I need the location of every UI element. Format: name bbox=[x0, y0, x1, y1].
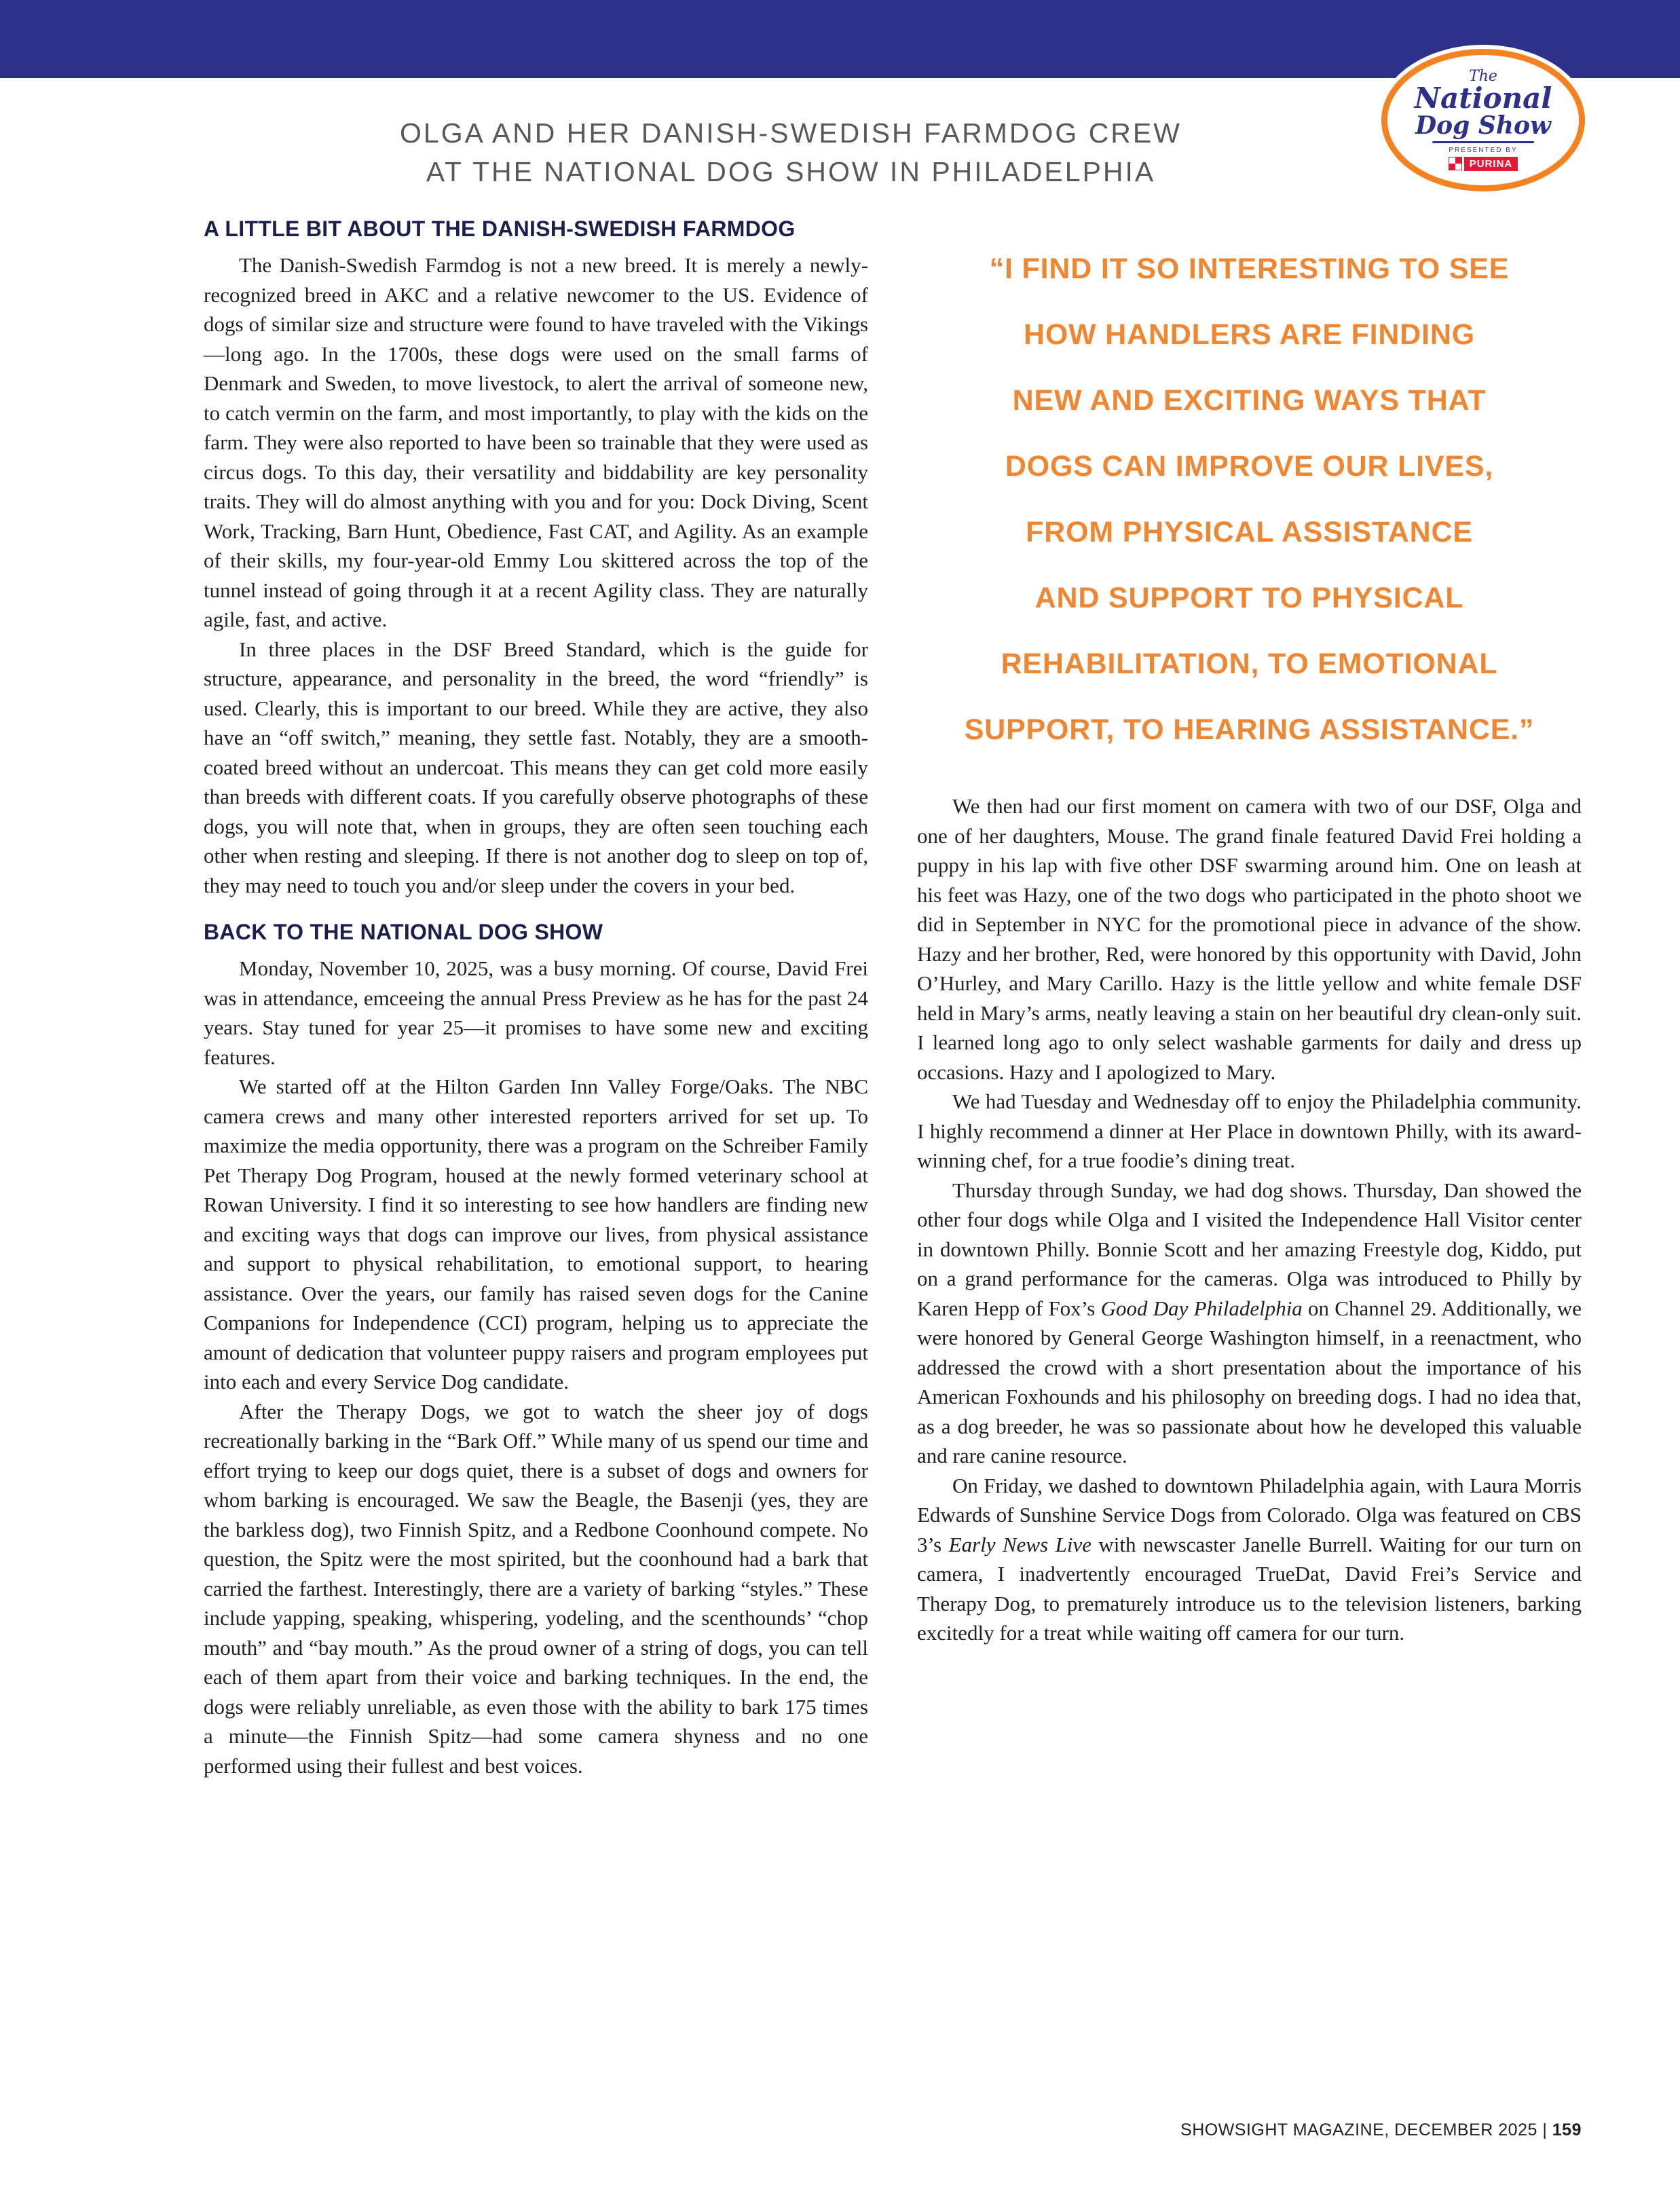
body-paragraph: Monday, November 10, 2025, was a busy morning. Of course, David Frei was in attendance, emceeing the annual Press Preview as he has for the past 24 years. Stay tuned for year 25—it promises to have some new and exciting features. bbox=[204, 956, 868, 1069]
body-paragraph: On Friday, we dashed to downtown Philadelphia again, with Laura Morris Edwards of Sunshine Service Dogs from Colorado. Olga was featured on CBS 3’s Early News Live with newscaster Janelle Burrell. Waiting for our turn on camera, I inadvertently encouraged TrueDat, David Frei’s Service and Therapy Dog, to prematurely introduce us to the television listeners, barking excitedly for a treat while waiting off camera for our turn. bbox=[917, 1473, 1582, 1645]
pull-quote-line: AND SUPPORT TO PHYSICAL bbox=[1034, 582, 1464, 614]
pull-quote-line: DOGS CAN IMPROVE OUR LIVES, bbox=[1005, 450, 1494, 483]
right-column bbox=[917, 217, 1582, 1780]
pull-quote-line: “I FIND IT SO INTERESTING TO SEE bbox=[989, 252, 1510, 285]
right-column-paragraphs bbox=[917, 791, 1582, 1648]
pull-quote-line: FROM PHYSICAL ASSISTANCE bbox=[1026, 516, 1473, 548]
body-paragraph: The Danish-Swedish Farmdog is not a new breed. It is merely a newly-recognized breed in AKC and a relative newcomer to the US. Evidence of dogs of similar size and structure were found to have traveled with the Vikings—long ago. In the 1700s, these dogs were used on the small farms of Denmark and Sweden, to move livestock, to alert the arrival of someone new, to catch vermin on the farm, and most importantly, to play with the kids on the farm. They were also reported to have been so trainable that they were used as circus dogs. To this day, their versatility and biddability are key personality traits. They will do almost anything with you and for you: Dock Diving, Scent Work, Tracking, Barn Hunt, Obedience, Fast CAT, and Agility. As an example of their skills, my four-year-old Emmy Lou skittered across the top of the tunnel instead of going through it at a recent Agility class. They are naturally agile, fast, and active. bbox=[204, 253, 868, 632]
article-body bbox=[204, 217, 1582, 1780]
body-paragraph: Thursday through Sunday, we had dog shows. Thursday, Dan showed the other four dogs while Olga and I visited the Independence Hall Visitor center in downtown Philly. Bonnie Scott and her amazing Freestyle dog, Kiddo, put on a grand performance for the cameras. Olga was introduced to Philly by Karen Hepp of Fox’s Good Day Philadelphia on Channel 29. Additionally, we were honored by General George Washington himself, in a reenactment, who addressed the crowd with a short presentation about the importance of his American Foxhounds and his philosophy on breeding dogs. I had no idea that, as a dog breeder, he was so passionate about how he developed this valuable and rare canine resource. bbox=[917, 1178, 1582, 1467]
pull-quote-line: SUPPORT, TO HEARING ASSISTANCE.” bbox=[964, 713, 1535, 746]
left-column bbox=[204, 217, 868, 1780]
body-paragraph: In three places in the DSF Breed Standard, which is the guide for structure, appearance, and personality in the breed, the word “friendly” is used. Clearly, this is important to our breed. While they are active, they also have an “off switch,” meaning, they settle fast. Notably, they are a smooth-coated breed without an undercoat. This means they can get cold more easily than breeds with different coats. If you carefully observe photographs of these dogs, you will note that, when in groups, they are often seen touching each other when resting and sleeping. If there is not another dog to sleep on top of, they may need to touch you and/or sleep under the covers in your bed. bbox=[204, 637, 868, 897]
footer-page-number: 159 bbox=[1552, 2120, 1582, 2139]
page-title-line1: OLGA AND HER DANISH-SWEDISH FARMDOG CREW bbox=[400, 117, 1182, 149]
logo-the-text: The bbox=[1469, 68, 1497, 86]
section-heading-farmdog: A LITTLE BIT ABOUT THE DANISH-SWEDISH FARMDOG bbox=[204, 217, 796, 241]
pull-quote bbox=[917, 217, 1582, 763]
section-farmdog-paragraphs bbox=[204, 250, 868, 900]
pull-quote-line: NEW AND EXCITING WAYS THAT bbox=[1012, 384, 1487, 417]
footer-magazine-text: SHOWSIGHT MAGAZINE, DECEMBER 2025 | bbox=[1180, 2120, 1552, 2139]
national-dog-show-logo bbox=[1381, 49, 1585, 191]
logo-flourish-rule bbox=[1432, 141, 1534, 143]
pull-quote-line: REHABILITATION, TO EMOTIONAL bbox=[1001, 648, 1498, 680]
body-paragraph: After the Therapy Dogs, we got to watch the sheer joy of dogs recreationally barking in the “Bark Off.” While many of us spend our time and effort trying to keep our dogs quiet, there is a subset of dogs and owners for whom barking is encouraged. We saw the Beagle, the Basenji (yes, they are the barkless dog), two Finnish Spitz, and a Redbone Coonhound compete. No question, the Spitz were the most spirited, but the coonhound had a bark that carried the farthest. Interestingly, there are a variety of barking “styles.” These include yapping, speaking, whispering, yodeling, and the scenthounds’ “chop mouth” and “bay mouth.” As the proud owner of a string of dogs, you can tell each of them apart from their voice and barking techniques. In the end, the dogs were reliably unreliable, as even those with the ability to bark 175 times a minute—the Finnish Spitz—had some camera shyness and no one performed using their fullest and best voices. bbox=[204, 1399, 868, 1778]
purina-lockup bbox=[1449, 157, 1518, 171]
purina-checkerboard-icon bbox=[1449, 157, 1462, 170]
purina-wordmark: PURINA bbox=[1464, 157, 1518, 171]
logo-dogshow-text: Dog Show bbox=[1415, 111, 1552, 141]
pull-quote-line: HOW HANDLERS ARE FINDING bbox=[1024, 318, 1475, 351]
body-paragraph: We started off at the Hilton Garden Inn Valley Forge/Oaks. The NBC camera crews and many other interested reporters arrived for set up. To maximize the media opportunity, there was a program on the Schreiber Family Pet Therapy Dog Program, housed at the newly formed veterinary school at Rowan University. I find it so interesting to see how handlers are finding new and exciting ways that dogs can improve our lives, from physical assistance and support to physical rehabilitation, to emotional support, to hearing assistance. Over the years, our family has raised seven dogs for the Canine Companions for Independence (CCI) program, helping us to appreciate the amount of dedication that volunteer puppy raisers and program employees put into each and every Service Dog candidate. bbox=[204, 1074, 868, 1394]
body-paragraph: We then had our first moment on camera with two of our DSF, Olga and one of her daughters, Mouse. The grand finale featured David Frei holding a puppy in his lap with five other DSF swarming around him. One on leash at his feet was Hazy, one of the two dogs who participated in the photo shoot we did in September in NYC for the promotional piece in advance of the show. Hazy and her brother, Red, were honored by this opportunity with David, John O’Hurley, and Mary Carillo. Hazy is the little yellow and white female DSF held in Mary’s arms, neatly leaving a stain on her beautiful dry clean-only suit. I learned long ago to only select washable garments for daily and dress up occasions. Hazy and I apologized to Mary. bbox=[917, 794, 1582, 1084]
section-heading-dog-show: BACK TO THE NATIONAL DOG SHOW bbox=[204, 920, 603, 945]
section-dog-show-paragraphs bbox=[204, 954, 868, 1780]
logo-presented-by-text: PRESENTED BY bbox=[1449, 146, 1518, 154]
logo-national-text: National bbox=[1414, 81, 1552, 115]
page-title-line2: AT THE NATIONAL DOG SHOW IN PHILADELPHIA bbox=[426, 156, 1156, 187]
footer bbox=[1180, 2120, 1582, 2140]
body-paragraph: We had Tuesday and Wednesday off to enjoy the Philadelphia community. I highly recommend a dinner at Her Place in downtown Philly, with its award-winning chef, for a true foodie’s dining treat. bbox=[917, 1089, 1582, 1172]
